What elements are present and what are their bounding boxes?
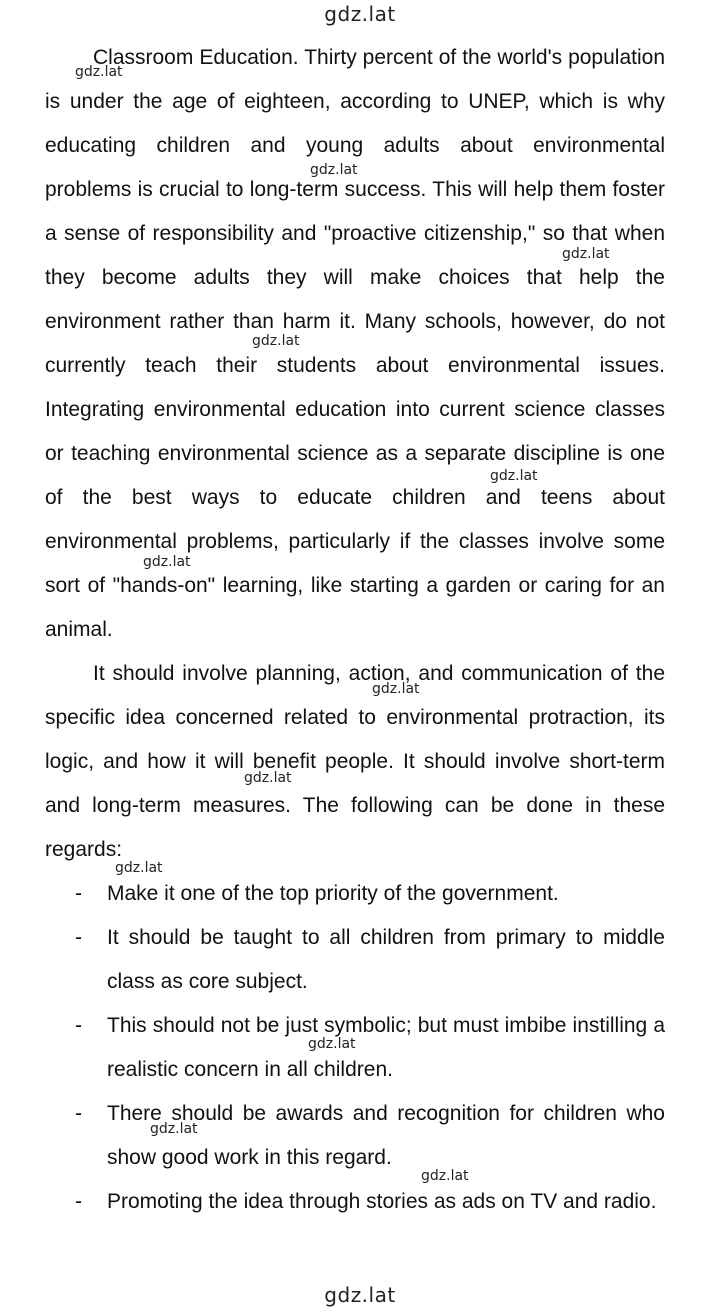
bullet-dash: - — [75, 1014, 82, 1037]
watermark-header: gdz.lat — [324, 2, 396, 26]
watermark-small: gdz.lat — [150, 1121, 198, 1137]
watermark-small: gdz.lat — [143, 554, 191, 570]
list-item — [45, 1092, 665, 1180]
watermark-small: gdz.lat — [562, 246, 610, 262]
watermark-footer: gdz.lat — [324, 1283, 396, 1307]
watermark-small: gdz.lat — [75, 64, 123, 80]
watermark-small: gdz.lat — [490, 468, 538, 484]
paragraph-classroom-education: Classroom Education. Thirty percent of the world's population is under the age of eighteen, according to UNEP, which is why educating children and young adults about environmental problems is crucial to long-term success. This will help them foster a sense of responsibility and "proactive citizenship," so that when they become adults they will make choices that help the environment rather than harm it. Many schools, however, do not currently teach their students about environmental issues. Integrating environmental education into current science classes or teaching environmental science as a separate discipline is one of the best ways to educate children and teens about environmental problems, particularly if the classes involve some sort of "hands-on" learning, like starting a garden or caring for an animal. — [45, 46, 665, 641]
list-item-text: This should not be just symbolic; but must imbibe instilling a realistic concern in all children. — [107, 1014, 665, 1081]
watermark-small: gdz.lat — [308, 1036, 356, 1052]
list-item-text: There should be awards and recognition for children who show good work in this regard. — [107, 1102, 665, 1169]
bullet-dash: - — [75, 926, 82, 949]
watermark-small: gdz.lat — [115, 860, 163, 876]
watermark-small: gdz.lat — [244, 770, 292, 786]
list-item-text: It should be taught to all children from primary to middle class as core subject. — [107, 926, 665, 993]
bullet-dash: - — [75, 1102, 82, 1125]
list-item-text: Promoting the idea through stories as ads on TV and radio. — [107, 1190, 657, 1213]
bullet-dash: - — [75, 882, 82, 905]
watermark-small: gdz.lat — [421, 1168, 469, 1184]
watermark-small: gdz.lat — [372, 681, 420, 697]
list-item — [45, 872, 665, 916]
bullet-dash: - — [75, 1190, 82, 1213]
list-item — [45, 1180, 665, 1224]
watermark-small: gdz.lat — [252, 333, 300, 349]
watermark-small: gdz.lat — [310, 162, 358, 178]
list-item — [45, 916, 665, 1004]
list-item-text: Make it one of the top priority of the government. — [107, 882, 559, 905]
paragraph-planning-action: It should involve planning, action, and communication of the specific idea concerned related to environmental protraction, its logic, and how it will benefit people. It should involve short-term and long-term measures. The following can be done in these regards: — [45, 662, 665, 861]
